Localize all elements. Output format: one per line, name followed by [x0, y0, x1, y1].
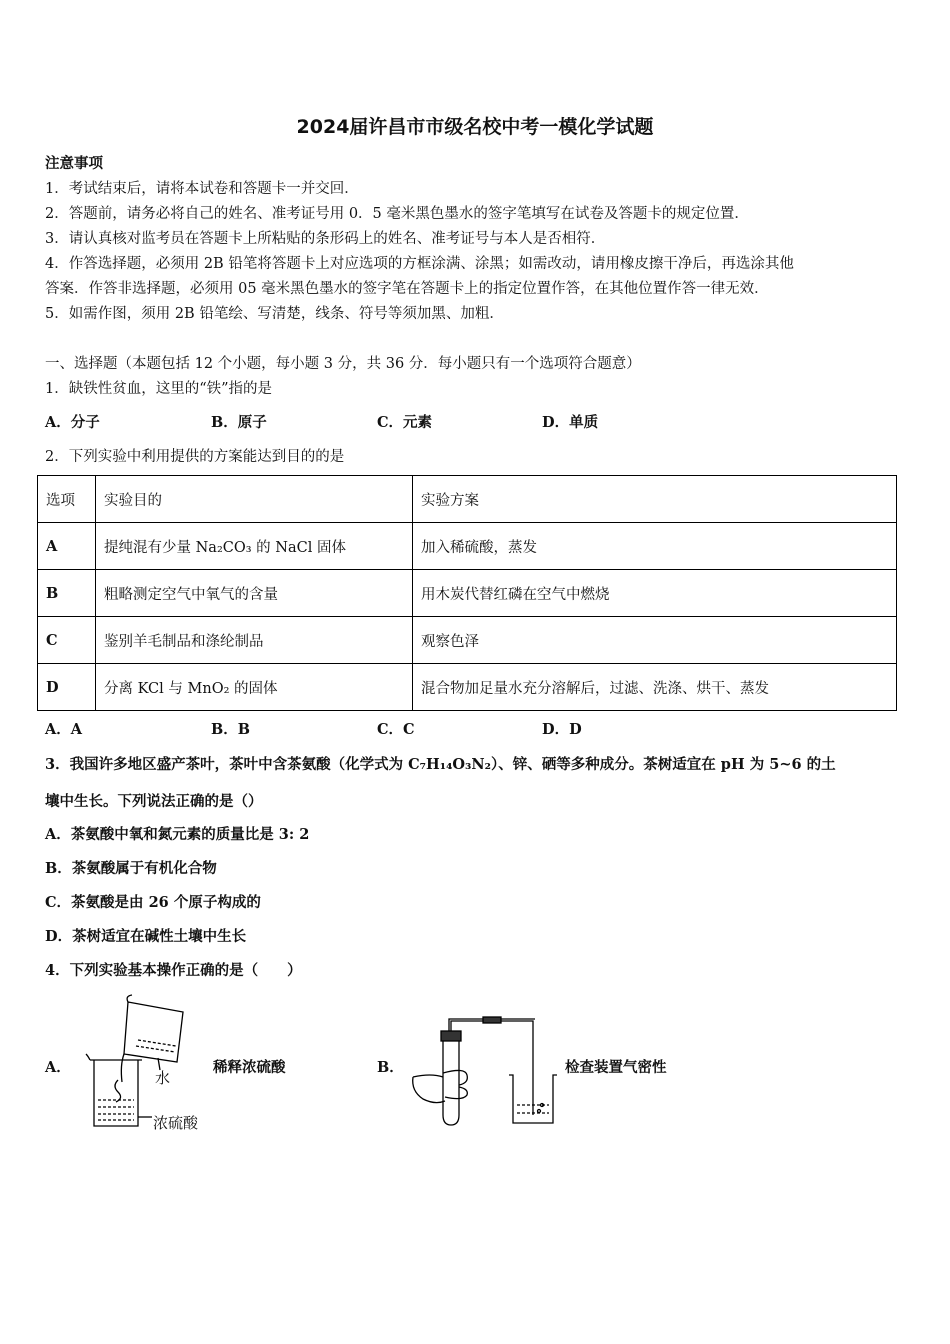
q3-option-d: D．茶树适宜在碱性土壤中生长: [45, 928, 247, 945]
table-row: [38, 523, 897, 570]
row-option: D: [38, 664, 96, 711]
q3-option-c: C．茶氨酸是由 26 个原子构成的: [45, 894, 261, 911]
q1-option-b: B．原子: [211, 414, 267, 431]
row-option: C: [38, 617, 96, 664]
table-row: [38, 570, 897, 617]
row-option: B: [38, 570, 96, 617]
experiment-table: [37, 475, 897, 711]
header-cell: 实验目的: [96, 476, 413, 523]
table-row: [38, 664, 897, 711]
q4-option-a-letter: A．: [45, 1059, 71, 1076]
notice-item: 答案．作答非选择题，必须用 05 毫米黑色墨水的签字笔在答题卡上的指定位置作答，在其他位置作答一律无效．: [45, 281, 769, 297]
section-heading: 一、选择题（本题包括 12 个小题，每小题 3 分，共 36 分．每小题只有一个选项符合题意）: [45, 356, 641, 372]
row-purpose: 粗略测定空气中氧气的含量: [96, 570, 413, 617]
row-method: 加入稀硫酸，蒸发: [413, 523, 897, 570]
airtightness-diagram: [405, 1015, 560, 1130]
q4-option-a-text: 稀释浓硫酸: [213, 1059, 286, 1076]
q2-option-a: A．A: [45, 721, 83, 738]
label-concentrated-acid: 浓硫酸: [153, 1114, 199, 1132]
q3-option-a: A．茶氨酸中氧和氮元素的质量比是 3: 2: [45, 826, 310, 843]
q3-stem-line1: 3．我国许多地区盛产茶叶，茶叶中含茶氨酸（化学式为 C₇H₁₄O₃N₂）、锌、硒等多种成分。茶树适宜在 pH 为 5~6 的土: [45, 756, 836, 773]
notice-item: 2．答题前，请务必将自己的姓名、准考证号用 0．5 毫米黑色墨水的签字笔填写在试卷及答题卡的规定位置．: [45, 206, 749, 222]
row-purpose: 鉴别羊毛制品和涤纶制品: [96, 617, 413, 664]
notice-item: 4．作答选择题，必须用 2B 铅笔将答题卡上对应选项的方框涂满、涂黑；如需改动，请用橡皮擦干净后，再选涂其他: [45, 256, 794, 272]
q4-stem: 4．下列实验基本操作正确的是（ ）: [45, 962, 302, 979]
q4-option-b-letter: B．: [377, 1059, 404, 1076]
q2-option-c: C．C: [377, 721, 415, 738]
row-option: A: [38, 523, 96, 570]
header-cell: 实验方案: [413, 476, 897, 523]
row-purpose: 提纯混有少量 Na₂CO₃ 的 NaCl 固体: [96, 523, 413, 570]
q2-option-d: D．D: [542, 721, 582, 738]
row-method: 观察色泽: [413, 617, 897, 664]
notice-item: 1．考试结束后，请将本试卷和答题卡一并交回．: [45, 181, 359, 197]
q2-stem: 2．下列实验中利用提供的方案能达到目的的是: [45, 449, 345, 465]
notice-heading: 注意事项: [45, 155, 103, 172]
label-water: 水: [155, 1069, 171, 1087]
row-purpose: 分离 KCl 与 MnO₂ 的固体: [96, 664, 413, 711]
table-header-row: [38, 476, 897, 523]
dilution-diagram: [80, 990, 220, 1135]
row-method: 用木炭代替红磷在空气中燃烧: [413, 570, 897, 617]
table-row: [38, 617, 897, 664]
q1-stem: 1．缺铁性贫血，这里的“铁”指的是: [45, 381, 273, 397]
header-cell: 选项: [38, 476, 96, 523]
row-method: 混合物加足量水充分溶解后，过滤、洗涤、烘干、蒸发: [413, 664, 897, 711]
notice-item: 3．请认真核对监考员在答题卡上所粘贴的条形码上的姓名、准考证号与本人是否相符．: [45, 231, 606, 247]
q4-option-b-text: 检查装置气密性: [565, 1059, 667, 1076]
page-title: 2024届许昌市市级名校中考一模化学试题: [296, 116, 654, 138]
q1-option-a: A．分子: [45, 414, 100, 431]
q3-stem-line2: 壤中生长。下列说法正确的是（）: [45, 793, 263, 810]
q3-option-b: B．茶氨酸属于有机化合物: [45, 860, 217, 877]
q1-option-c: C．元素: [377, 414, 433, 431]
q2-option-b: B．B: [211, 721, 251, 738]
notice-item: 5．如需作图，须用 2B 铅笔绘、写清楚，线条、符号等须加黑、加粗．: [45, 306, 504, 322]
q1-option-d: D．单质: [542, 414, 599, 431]
